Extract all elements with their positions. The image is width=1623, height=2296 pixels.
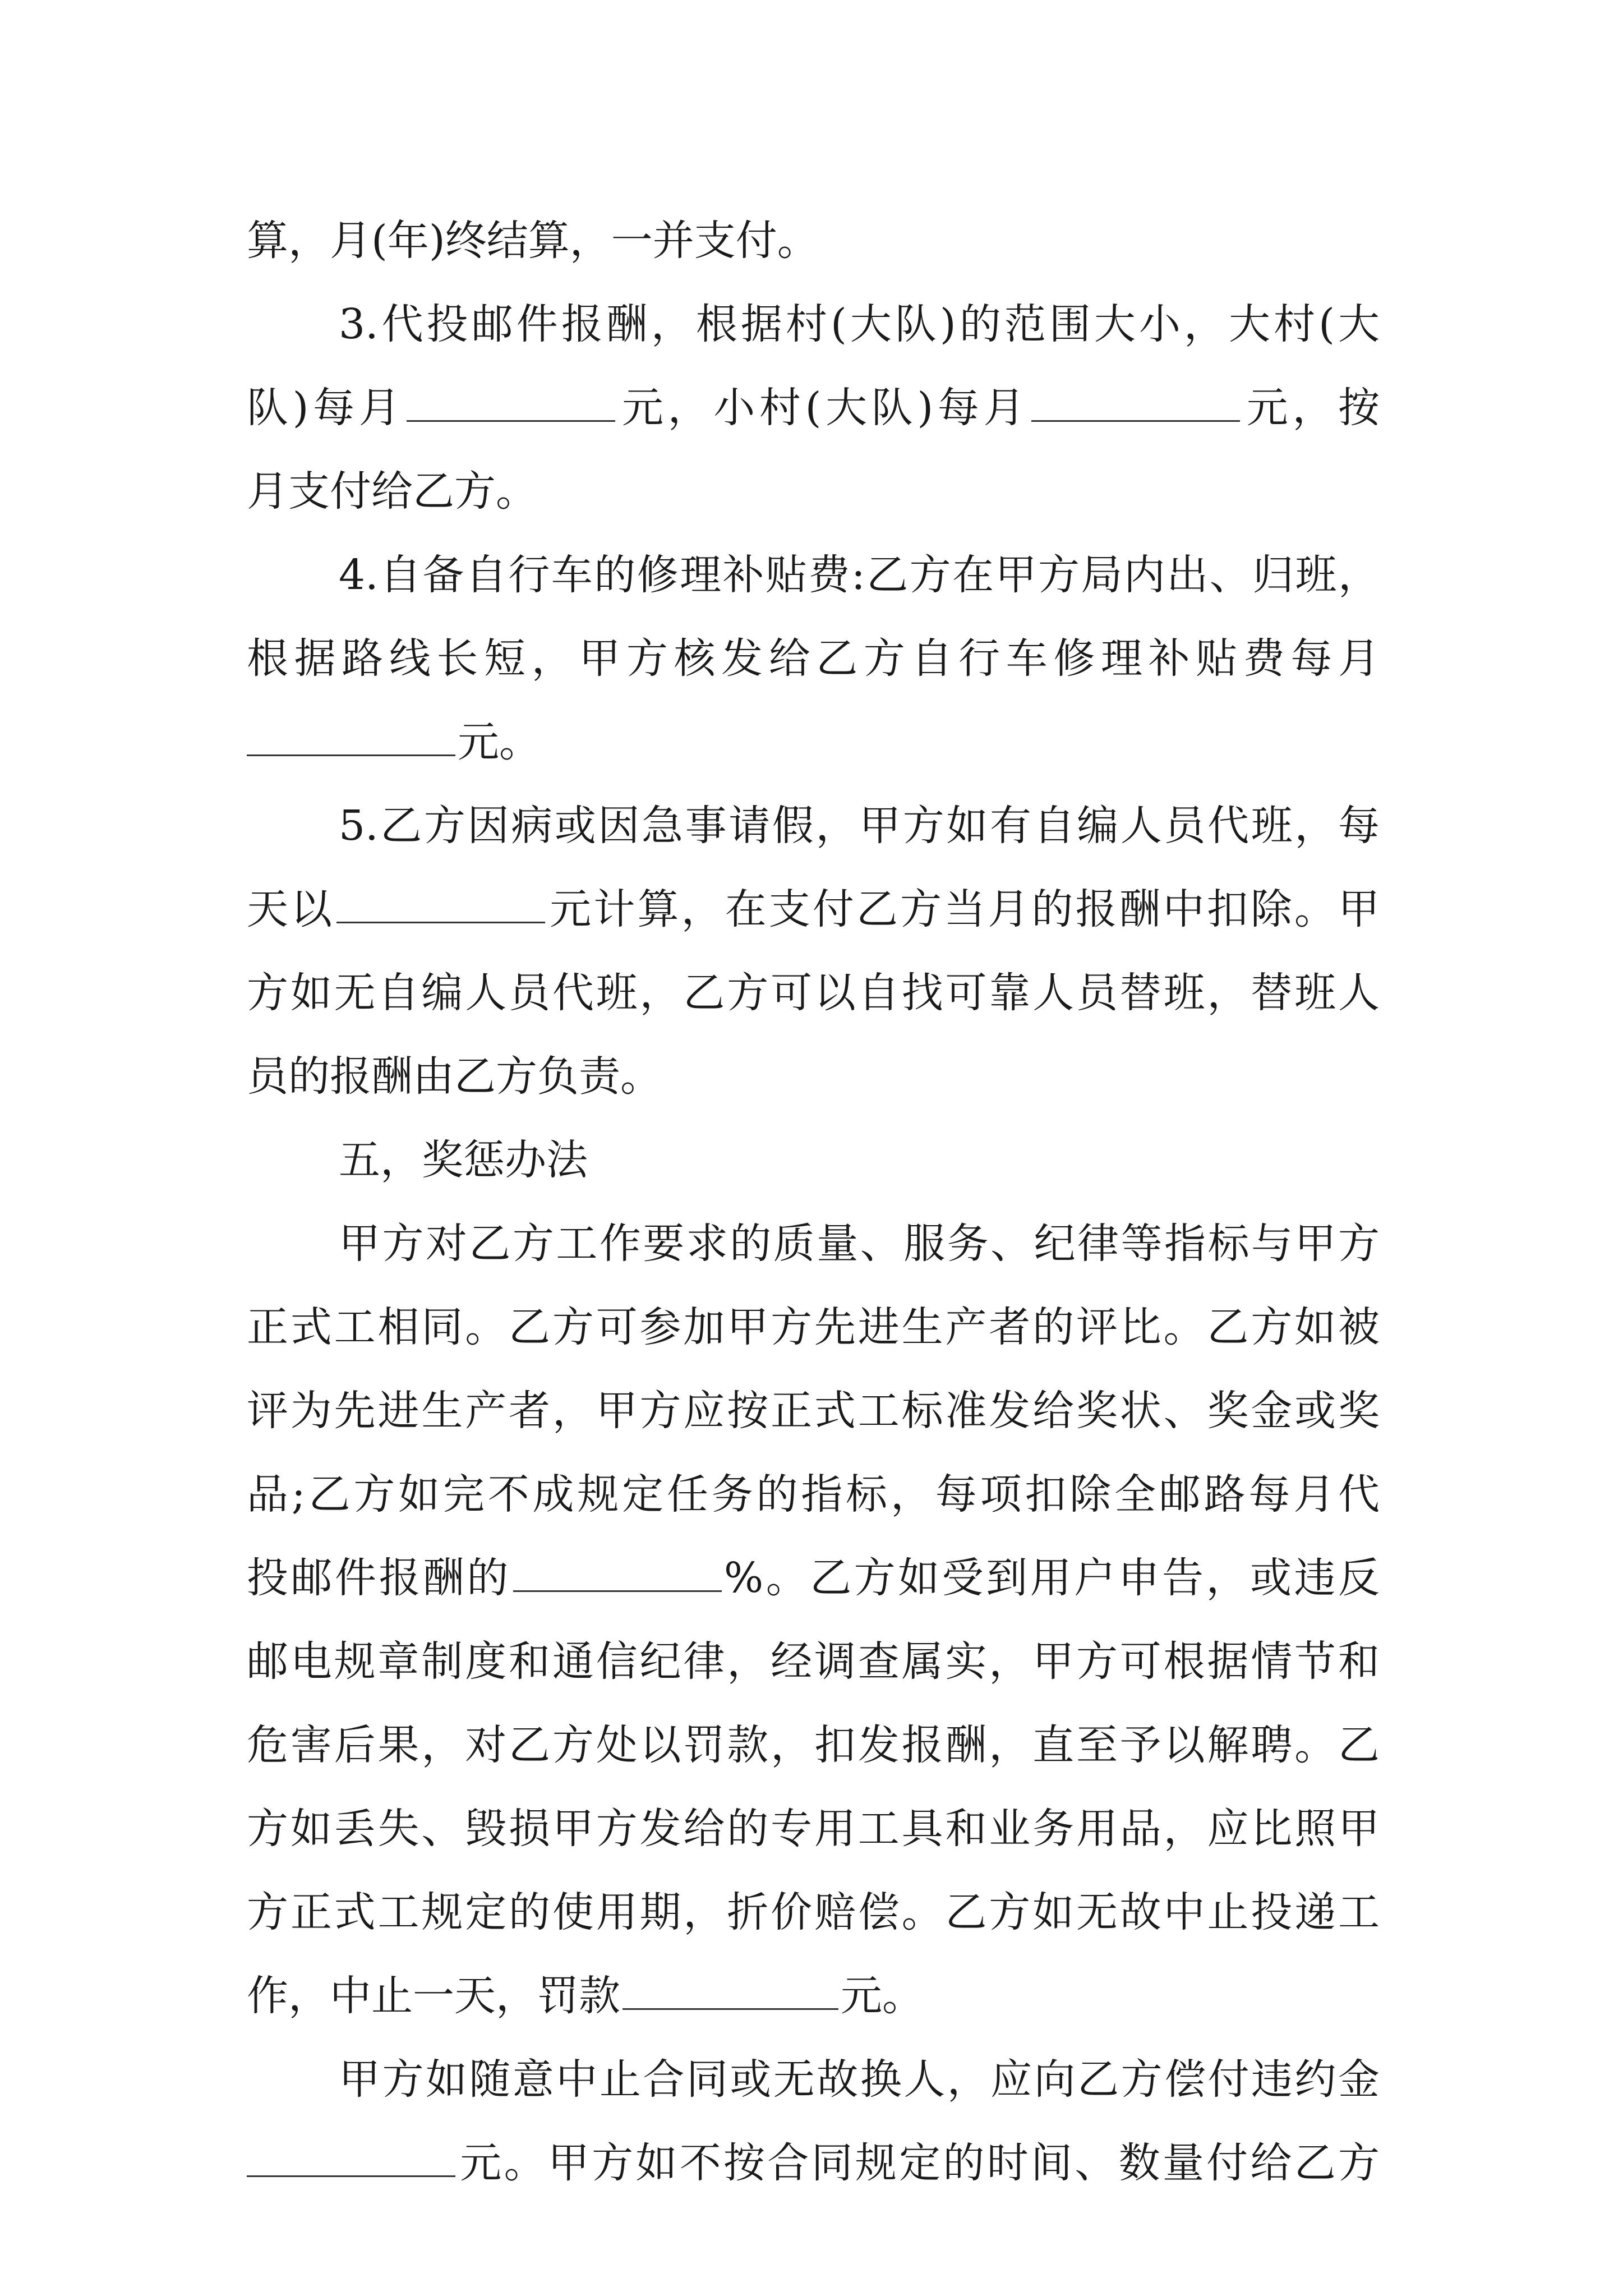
text-segment: 元。 xyxy=(841,1972,924,2020)
text-line: 算，月(年)终结算，一并支付。 xyxy=(247,217,819,265)
text-segment: 元，小村(大队)每月 xyxy=(617,384,1030,432)
text-segment: 元，按 xyxy=(1242,384,1380,432)
fill-blank xyxy=(1031,388,1240,422)
clause-5-line-4: 员的报酬由乙方负责。 xyxy=(247,1052,662,1101)
rewards-line-1: 甲方对乙方工作要求的质量、服务、纪律等指标与甲方 xyxy=(339,1220,1380,1268)
rewards-line-9: 方正式工规定的使用期，折价赔偿。乙方如无故中止投递工 xyxy=(247,1888,1380,1936)
rewards-line-2: 正式工相同。乙方可参加甲方先进生产者的评比。乙方如被 xyxy=(247,1303,1380,1351)
rewards-line-3: 评为先进生产者，甲方应按正式工标准发给奖状、奖金或奖 xyxy=(247,1387,1380,1435)
text-segment: 天以 xyxy=(247,885,335,933)
fill-blank xyxy=(513,1558,722,1592)
clause-3-line-1: 3.代投邮件报酬，根据村(大队)的范围大小，大村(大 xyxy=(339,300,1380,348)
clause-4-line-1: 4.自备自行车的修理补贴费:乙方在甲方局内出、归班， xyxy=(339,551,1380,599)
fill-blank xyxy=(247,2143,455,2177)
text-segment: 作，中止一天，罚款 xyxy=(247,1972,620,2020)
clause-4-line-2: 根据路线长短，甲方核发给乙方自行车修理补贴费每月 xyxy=(247,634,1380,683)
text-segment: 投邮件报酬的 xyxy=(247,1554,511,1602)
rewards-line-4: 品;乙方如完不成规定任务的指标，每项扣除全邮路每月代 xyxy=(247,1470,1380,1519)
text-segment: %。乙方如受到用户申告，或违反 xyxy=(723,1554,1380,1602)
text-segment: 元。 xyxy=(458,718,541,766)
rewards-line-7: 危害后果，对乙方处以罚款，扣发报酬，直至予以解聘。乙 xyxy=(247,1721,1380,1769)
clause-5-line-1: 5.乙方因病或因急事请假，甲方如有自编人员代班，每 xyxy=(339,802,1380,850)
contract-text xyxy=(247,199,1380,2205)
rewards-line-8: 方如丢失、毁损甲方发给的专用工具和业务用品，应比照甲 xyxy=(247,1805,1380,1853)
rewards-line-10 xyxy=(247,1954,1380,2038)
clause-4-line-3 xyxy=(247,701,1380,784)
section-heading: 五，奖惩办法 xyxy=(339,1136,588,1184)
penalty-line-2 xyxy=(247,2122,1380,2205)
clause-5-line-2 xyxy=(247,868,1380,951)
clause-3-line-2 xyxy=(247,366,1380,450)
rewards-line-5 xyxy=(247,1536,1380,1620)
fill-blank xyxy=(247,722,455,756)
clause-5-line-3: 方如无自编人员代班，乙方可以自找可靠人员替班，替班人 xyxy=(247,969,1380,1017)
text-segment: 元。甲方如不按合同规定的时间、数量付给乙方 xyxy=(458,2139,1380,2187)
text-segment: 队)每月 xyxy=(247,384,405,432)
fill-blank xyxy=(336,889,545,923)
text-segment: 元计算，在支付乙方当月的报酬中扣除。甲 xyxy=(547,885,1380,933)
rewards-line-6: 邮电规章制度和通信纪律，经调查属实，甲方可根据情节和 xyxy=(247,1637,1380,1686)
clause-3-line-3: 月支付给乙方。 xyxy=(247,467,537,516)
penalty-line-1: 甲方如随意中止合同或无故换人，应向乙方偿付违约金 xyxy=(339,2055,1380,2104)
fill-blank xyxy=(407,388,615,422)
fill-blank xyxy=(623,1976,838,2010)
